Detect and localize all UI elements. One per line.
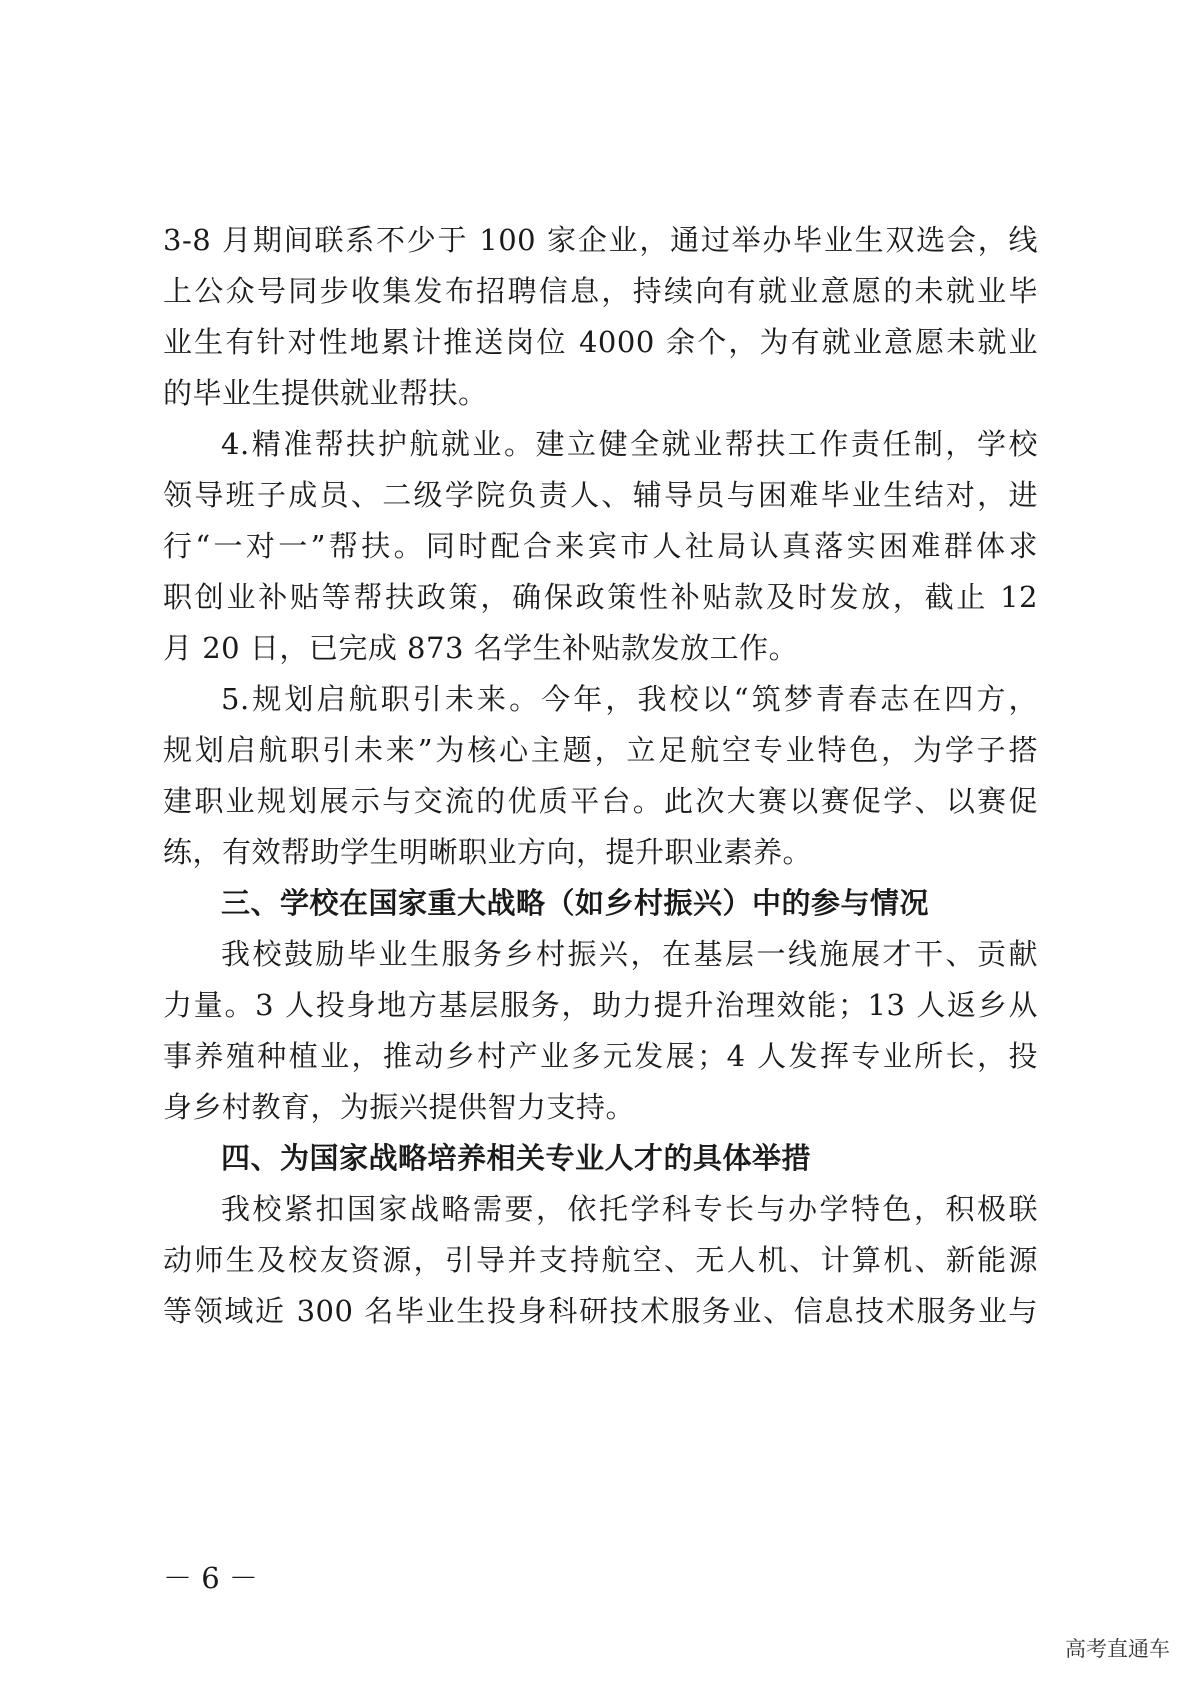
paragraph-line: 3-8 月期间联系不少于 100 家企业，通过举办毕业生双选会，线 xyxy=(163,223,1038,257)
paragraph-line: 力量。3 人投身地方基层服务，助力提升治理效能；13 人返乡从 xyxy=(163,988,1038,1022)
paragraph-line: 职创业补贴等帮扶政策，确保政策性补贴款及时发放，截止 12 xyxy=(163,580,1038,614)
page-number: － 6 － xyxy=(163,1561,258,1595)
paragraph-line: 练，有效帮助学生明晰职业方向，提升职业素养。 xyxy=(163,835,813,869)
paragraph-line: 等领域近 300 名毕业生投身科研技术服务业、信息技术服务业与 xyxy=(163,1294,1038,1328)
paragraph-line: 身乡村教育，为振兴提供智力支持。 xyxy=(163,1090,636,1124)
paragraph-line: 月 20 日，已完成 873 名学生补贴款发放工作。 xyxy=(163,631,799,665)
paragraph-line: 上公众号同步收集发布招聘信息，持续向有就业意愿的未就业毕 xyxy=(163,274,1038,308)
paragraph-line: 我校紧扣国家战略需要，依托学科专长与办学特色，积极联 xyxy=(221,1192,1038,1226)
watermark-text: 高考直通车 xyxy=(1065,1637,1170,1661)
paragraph-line: 建职业规划展示与交流的优质平台。此次大赛以赛促学、以赛促 xyxy=(163,784,1038,818)
section-heading: 三、学校在国家重大战略（如乡村振兴）中的参与情况 xyxy=(221,886,930,920)
paragraph-line: 业生有针对性地累计推送岗位 4000 余个，为有就业意愿未就业 xyxy=(163,325,1038,359)
paragraph-line: 领导班子成员、二级学院负责人、辅导员与困难毕业生结对，进 xyxy=(163,478,1038,512)
paragraph-line: 事养殖种植业，推动乡村产业多元发展；4 人发挥专业所长，投 xyxy=(163,1039,1038,1073)
paragraph-line: 规划启航职引未来”为核心主题，立足航空专业特色，为学子搭 xyxy=(163,733,1038,767)
paragraph-line: 行“一对一”帮扶。同时配合来宾市人社局认真落实困难群体求 xyxy=(163,529,1038,563)
paragraph-line: 动师生及校友资源，引导并支持航空、无人机、计算机、新能源 xyxy=(163,1243,1038,1277)
paragraph-line: 我校鼓励毕业生服务乡村振兴，在基层一线施展才干、贡献 xyxy=(221,937,1038,971)
section-heading: 四、为国家战略培养相关专业人才的具体举措 xyxy=(221,1141,812,1175)
paragraph-line: 4.精准帮扶护航就业。建立健全就业帮扶工作责任制，学校 xyxy=(221,427,1038,461)
paragraph-line: 5.规划启航职引未来。今年，我校以“筑梦青春志在四方， xyxy=(221,682,1038,716)
paragraph-line: 的毕业生提供就业帮扶。 xyxy=(163,376,488,410)
